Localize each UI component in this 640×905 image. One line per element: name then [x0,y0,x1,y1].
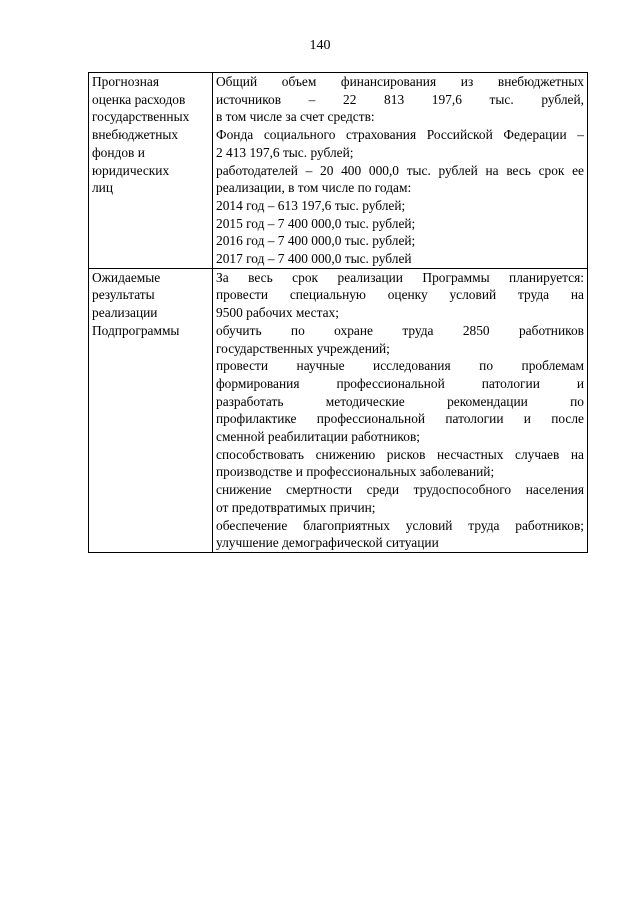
label-line: оценка расходов [92,91,186,107]
label-line: фондов и [92,144,145,160]
content-line: 2015 год – 7 400 000,0 тыс. рублей; [216,215,416,231]
content-line: 2016 год – 7 400 000,0 тыс. рублей; [216,233,416,249]
label-line: юридических [92,162,170,178]
content-line: 2017 год – 7 400 000,0 тыс. рублей [216,251,412,267]
content-line: улучшение демографической ситуации [216,535,439,551]
content-line: провести научные исследования по проблемам [216,358,584,374]
row-label-expected-results [89,268,213,552]
content-line: сменной реабилитации работников; [216,429,420,445]
content-line: Фонда социального страхования Российской Федерации – [216,127,584,143]
content-line: формирования профессиональной патологии и [216,375,584,391]
content-line: разработать методические рекомендации по [216,393,584,409]
content-line: Общий объем финансирования из внебюджетных [216,74,584,89]
label-line: лиц [92,180,114,196]
table-row-expected-results [89,268,588,552]
label-line: Прогнозная [92,74,159,89]
row-content-expected-results [213,268,588,552]
content-line: снижение смертности среди трудоспособного населения [216,482,584,498]
content-line: профилактике профессиональной патологии и после [216,411,584,427]
content-line: источников – 22 813 197,6 тыс. рублей, [216,91,584,107]
table-row-expenditure-forecast [89,73,588,269]
row-content-expenditure-forecast [213,73,588,269]
content-line: 9500 рабочих местах; [216,305,339,321]
content-line: работодателей – 20 400 000,0 тыс. рублей на весь срок ее [216,162,584,178]
content-line: обеспечение благоприятных условий труда работников; [216,517,584,533]
content-line: государственных учреждений; [216,340,390,356]
label-line: государственных [92,109,190,125]
content-line: За весь срок реализации Программы планируется: [216,269,584,285]
content-line: реализации, в том числе по годам: [216,180,412,196]
content-line: от предотвратимых причин; [216,499,376,515]
label-line: Подпрограммы [92,322,180,338]
label-line: результаты [92,287,155,303]
content-line: в том числе за счет средств: [216,109,375,125]
content-line: способствовать снижению рисков несчастных случаев на [216,446,584,462]
content-line: производстве и профессиональных заболеваний; [216,464,495,480]
content-line: 2014 год – 613 197,6 тыс. рублей; [216,197,406,213]
content-line: обучить по охране труда 2850 работников [216,322,584,338]
program-table [88,72,588,553]
label-line: Ожидаемые [92,269,161,285]
content-line: 2 413 197,6 тыс. рублей; [216,144,354,160]
label-line: внебюджетных [92,127,179,143]
label-line: реализации [92,305,158,321]
content-line: провести специальную оценку условий труда на [216,287,584,303]
page-number: 140 [309,38,331,53]
row-label-expenditure-forecast [89,73,213,269]
